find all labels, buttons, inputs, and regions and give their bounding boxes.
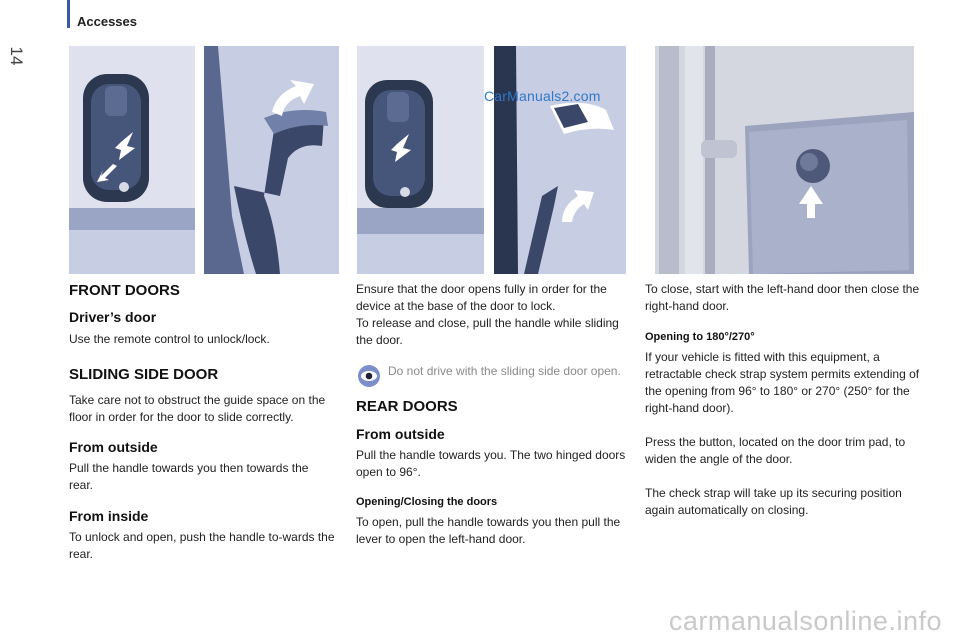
sliding-door-text: Take care not to obstruct the guide space on the floor in order for the door to slide correctly. [69,393,326,424]
column-3 [645,281,923,519]
watermark: CarManuals2.com [484,88,601,104]
from-inside-heading: From inside [69,508,149,524]
release-text: To release and close, pull the handle while sliding the door. [356,316,619,347]
rear-from-outside-text: Pull the handle towards you. The two hinged doors open to 96°. [356,448,626,479]
opening-closing-text: To open, pull the handle towards you then pull the lever to open the left-hand door. [356,515,621,546]
front-door-remote-handle-image [69,46,195,274]
footer-watermark: carmanualsonline.info [668,606,942,636]
column-1 [69,282,335,563]
rear-from-outside-heading: From outside [356,426,445,442]
from-outside-heading: From outside [69,439,158,455]
rear-door-check-strap-button-image [645,46,914,274]
opening-closing-heading: Opening/Closing the doors [356,496,498,508]
note-text: Do not drive with the sliding side door open. [388,364,621,378]
rear-doors-heading: REAR DOORS [356,398,458,415]
to-close-text: To close, start with the left-hand door then close the right-hand door. [645,282,920,313]
front-doors-heading: FRONT DOORS [69,282,180,299]
eye-icon [358,365,380,387]
page-number: 14 [7,46,26,66]
drivers-door-heading: Driver’s door [69,309,157,325]
opening-angle-heading: Opening to 180°/270° [645,331,755,343]
press-button-text: Press the button, located on the door trim pad, to widen the angle of the door. [645,435,906,466]
section-title: Accesses [77,14,137,29]
door-interior-handle-image [204,46,339,274]
check-strap-text: The check strap will take up its securing position again automatically on closing. [645,486,902,517]
safety-note [356,363,632,380]
column-2 [356,281,632,548]
from-outside-text: Pull the handle towards you then towards the rear. [69,461,309,492]
sliding-door-lever-image [494,46,626,274]
sliding-door-heading: SLIDING SIDE DOOR [69,366,219,383]
opening-angle-text: If your vehicle is fitted with this equipment, a retractable check strap system permits extending of the opening from 96° to 180° or 270° (250° for the right-hand door). [645,350,920,415]
from-inside-text: To unlock and open, push the handle to-wards the rear. [69,530,335,561]
sliding-door-handle-image [357,46,484,274]
drivers-door-text: Use the remote control to unlock/lock. [69,332,270,346]
section-bar [67,0,70,28]
ensure-text: Ensure that the door opens fully in order for the device at the base of the door to lock. [356,282,607,313]
